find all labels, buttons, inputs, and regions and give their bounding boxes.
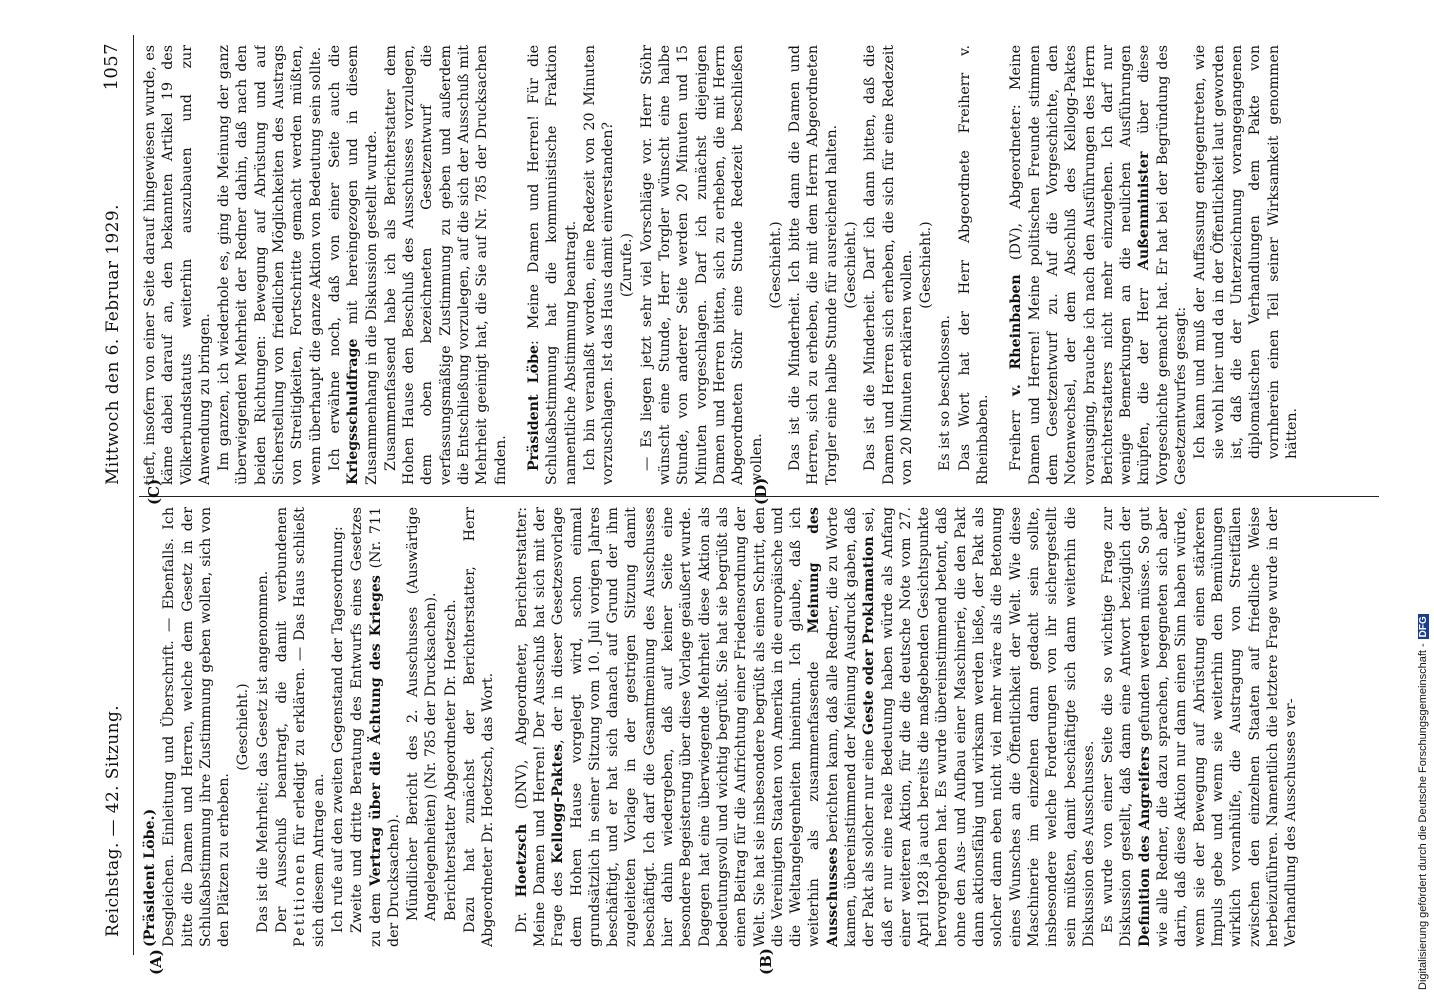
paragraph: Das ist die Minderheit. Darf ich dann bitten, daß die Damen und Herren sich erheben, die sich für eine Redezeit von 20 Minuten erklären wollen. <box>862 45 915 485</box>
stage-direction: (Geschieht.) <box>767 221 784 309</box>
paragraph: Ich bin veranlaßt worden, eine Redezeit von 20 Minuten vorzuschlagen. Ist das Haus damit einverstanden? <box>581 45 617 485</box>
running-header <box>97 35 137 955</box>
margin-marker-b: (B) <box>757 948 775 975</box>
right-column <box>141 45 1381 485</box>
paragraph: Berichterstatter Abgeordneter Dr. Hoetzsch. <box>442 599 459 921</box>
speech-rheinbaben: Freiherr v. Rheinbaben (DV), Abgeordneter: Meine Damen und Herren! Meine politischen Freunde stimmen dem Gesetzentwurf zu. Auf die Vorgeschichte, den Notenwechsel, der dem Abschluß des Kellogg-Paktes vorausging, brauche ich nach den Ausführungen des Herrn Berichterstatters nicht mehr einzugehen. Ich darf nur wenige Bemerkungen an die neulichen Ausführungen knüpfen, die der Herr Außenminister über diese Vorgeschichte gemacht hat. Er hat bei der Begründung des Gesetzentwurfes gesagt: <box>1008 45 1190 485</box>
paragraph: Das Wort hat der Herr Abgeordnete Freiherr v. Rheinbaben. <box>956 45 992 485</box>
header-session: Reichstag. — 42. Sitzung. <box>103 704 123 937</box>
paragraph: tieft, insofern von einer Seite darauf hingewiesen wurde, es käme dabei darauf an, den bekannten Artikel 19 des Völkerbundstatuts weiterhin auszubauen und zur Anwendung zu bringen. <box>142 45 213 485</box>
stage-direction: (Geschieht.) <box>842 221 859 309</box>
stage-direction: (Zurufe.) <box>619 232 636 298</box>
margin-marker-c: (C) <box>145 478 163 505</box>
left-column <box>141 507 1381 947</box>
paragraph: — Es liegen jetzt sehr viel Vorschläge vor. Herr Stöhr wünscht eine Stunde, Herr Torgler wünscht eine halbe Stunde, von anderer Seite werden 20 Minuten und 15 Minuten vorgeschlagen. Darf ich zunächst diejenigen Damen und Herren bitten, sich zu erheben, die mit Herrn Abgeordneten Stöhr eine Stunde Redezeit beschließen wollen. <box>638 45 765 485</box>
paragraph: Es ist so beschlossen. <box>937 314 954 471</box>
rotated-page <box>97 35 1397 975</box>
paragraph: Der Ausschuß beantragt, die damit verbundenen Petitionen für erledigt zu erklären. — Das Haus schließt sich diesem Antrage an. <box>274 507 327 947</box>
paragraph: Mündlicher Bericht des 2. Ausschusses (Auswärtige Angelegenheiten) (Nr. 785 der Drucksachen). <box>405 507 440 921</box>
margin-marker-d: (D) <box>752 477 770 505</box>
digitization-text: Digitalisierung gefördert durch die Deutsche Forschungsgemeinschaft - <box>1417 643 1429 990</box>
header-date: Mittwoch den 6. Februar 1929. <box>103 204 123 485</box>
paragraph: Ich erwähne noch, daß von einer Seite auch die Kriegsschuldfrage mit hereingezogen und in diesem Zusammenhang in die Diskussion gestellt wurde. <box>326 45 380 485</box>
dfg-logo: DFG <box>1418 616 1429 638</box>
speaker-continuation: (Präsident Löbe.) <box>142 808 158 947</box>
quotation: Ich kann und muß der Auffassung entgegentreten, wie sie wohl hier und da in der Öffentlichkeit laut geworden ist, daß die der Unterzeichnung vorangegangenen diplomatischen Verhandlungen dem Pakte von vornherein einen Teil seiner Wirksamkeit genommen hätten. <box>1192 45 1300 459</box>
paragraph: Zweite und dritte Beratung des Entwurfs eines Gesetzes zu dem Vertrag über die Ächtung des Krieges (Nr. 711 der Drucksachen). <box>349 507 402 947</box>
speech-hoetzsch: Dr. Hoetzsch (DNV), Abgeordneter, Berichterstatter: Meine Damen und Herren! Der Ausschuß hat sich mit der Frage des Kellogg-Paktes, der in dieser Gesetzesvorlage dem Hohen Hause vorgelegt wird, schon einmal grundsätzlich in seiner Sitzung vom 10. Juli vorigen Jahres beschäftigt, und er hat sich danach auf Grund der ihm zugeleiteten Vorlage in der gestrigen Sitzung damit beschäftigt. Ich darf die Gesamtmeinung des Ausschusses hier dahin wiedergeben, daß auf keiner Seite eine besondere Begeisterung über diese Vorlage geäußert wurde. Dagegen hat eine überwiegende Mehrheit diese Aktion als bedeutungsvoll und wichtig begrüßt. Sie hat sie begrüßt als einen Beitrag für die Aufrichtung einer Friedensordnung der Welt. Sie hat sie insbesondere begrüßt als einen Schritt, den die Vereinigten Staaten von Amerika in die europäische und die Weltangelegenheiten hineintun. Ich glaube, daß ich weiterhin als zusammenfassende Meinung des Ausschusses berichten kann, daß alle Redner, die zu Worte kamen, übereinstimmend der Meinung Ausdruck gaben, daß der Pakt als solcher nur eine Geste oder Proklamation sei, daß er nur eine reale Bedeutung haben würde als Anfang einer weiteren Aktion, für die die deutsche Note vom 27. April 1928 ja auch bereits die maßgebenden Gesichtspunkte hervorgehoben hat. Es wurde übereinstimmend betont, daß ohne den Aus- und Aufbau einer Maschinerie, die den Pakt dann aktionsfähig und wirksam werden ließe, der Pakt als solcher dann eben nicht viel mehr wäre als die Betonung eines Wunsches an die Öffentlichkeit der Welt. Wie diese Maschinerie im einzelnen dann gedacht sein sollte, insbesondere welche Forderungen von ihr sichergestellt sein müßten, damit beschäftigte sich dann weiterhin die Diskussion des Ausschusses. <box>513 507 1097 947</box>
paragraph: Ich rufe auf den zweiten Gegenstand der Tagesordnung: <box>329 526 346 933</box>
paragraph: Das ist die Minderheit. Ich bitte dann die Damen und Herren, sich zu erheben, die mit dem Herrn Abgeordneten Torgler eine halbe Stunde für ausreichend halten. <box>787 45 840 485</box>
speech-president: Präsident Löbe: Meine Damen und Herren! Für die Schlußabstimmung hat die kommunistische Fraktion namentliche Abstimmung beantragt. <box>525 45 579 485</box>
paragraph: Im ganzen, ich wiederhole es, ging die Meinung der ganz überwiegenden Mehrheit der Redner dahin, daß nach den beiden Richtungen: Bewegung auf Abrüstung und auf Sicherstellung von friedlichen Möglichkeiten des Austrags von Streitigkeiten, Fortschritte gemacht werden müßten, wenn überhaupt die ganze Aktion von Bedeutung sein sollte. <box>216 45 324 485</box>
margin-marker-a: (A) <box>147 949 165 975</box>
paragraph: Es wurde von einer Seite die so wichtige Frage zur Diskussion gestellt, daß dann eine Antwort bezüglich der Definition des Angreifers gefunden werden müsse. So gut wie alle Redner, die dazu sprachen, begegneten sich aber darin, daß diese Aktion nur dann einen Sinn haben würde, wenn sie der Bewegung auf Abrüstung einen stärkeren Impuls gebe und wenn sie weiterhin den Bemühungen wirklich voranhülfe, die Austragung von Streitfällen zwischen den einzelnen Staaten auf friedliche Weise herbeizuführen. Namentlich die letztere Frage wurde in der Verhandlung des Ausschusses ver- <box>1100 507 1300 947</box>
paragraph: Das ist die Mehrheit; das Gesetz ist angenommen. <box>254 570 271 933</box>
header-rule <box>133 35 134 955</box>
paragraph: Dazu hat zunächst der Berichterstatter, Herr Abgeordneter Dr. Hoetzsch, das Wort. <box>462 507 497 947</box>
paragraph: Desgleichen. Einleitung und Überschrift. — Ebenfalls. Ich bitte die Damen und Herren, welche dem Gesetz in der Schlußabstimmung ihre Zustimmung geben wollen, sich von den Plätzen zu erheben. <box>161 507 233 947</box>
stage-direction: (Geschieht.) <box>918 221 935 309</box>
paragraph: Zusammenfassend habe ich als Berichterstatter dem Hohen Hause den Beschluß des Ausschusses vorzulegen, dem oben bezeichneten Gesetzentwurf die verfassungsmäßige Zustimmung zu geben und außerdem die Entschließung vorzulegen, auf die sich der Ausschuß mit Mehrheit geeinigt hat, die Sie auf Nr. 785 der Drucksachen finden. <box>382 45 509 485</box>
digitization-note <box>1416 0 1434 1000</box>
page-number: 1057 <box>101 43 122 91</box>
stage-direction: (Geschieht.) <box>235 683 252 771</box>
